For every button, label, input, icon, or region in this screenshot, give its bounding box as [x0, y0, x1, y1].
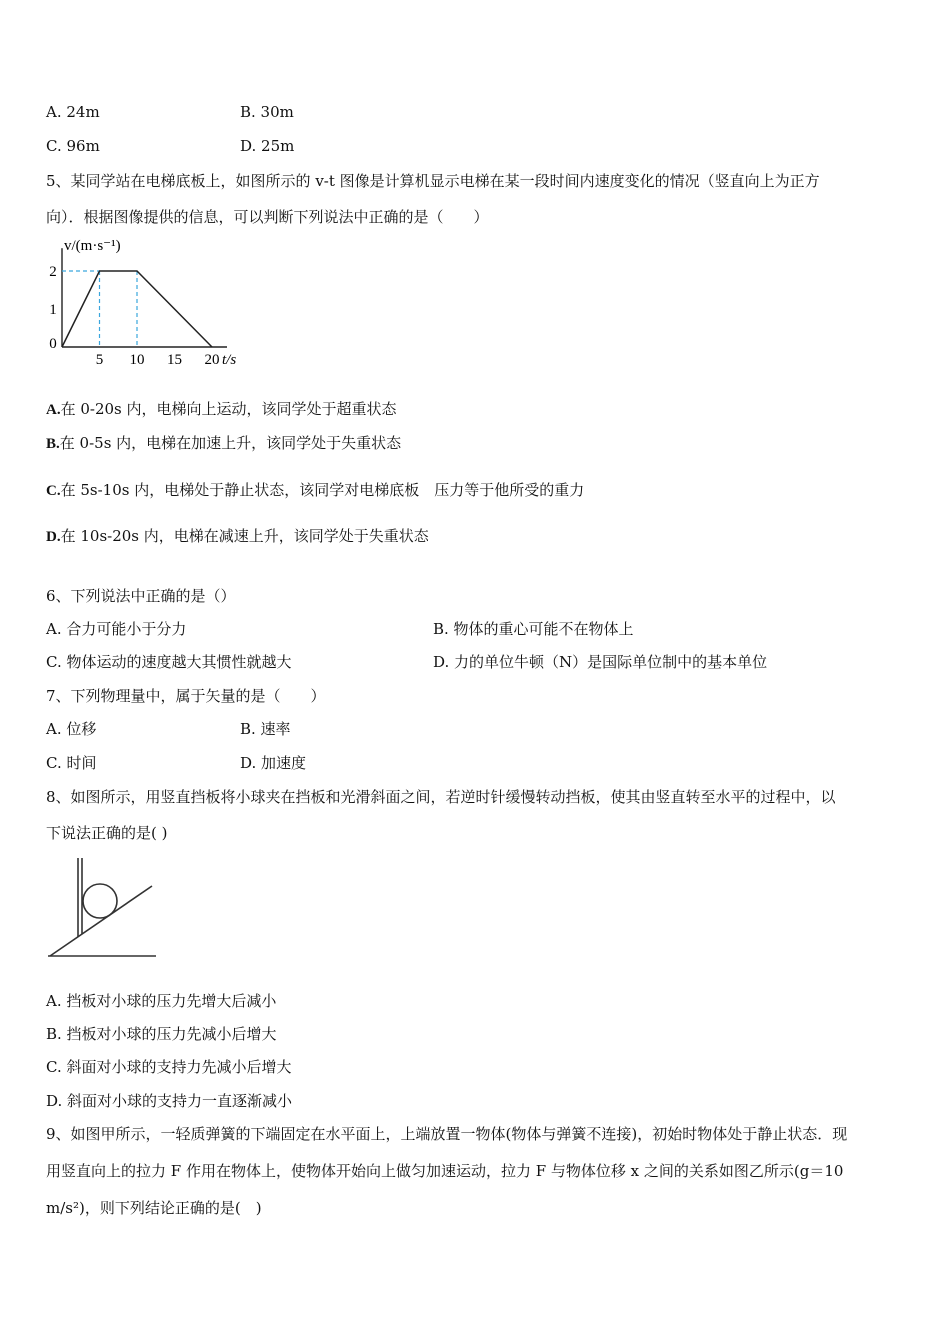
q8-option-b: B. 挡板对小球的压力先减小后增大	[46, 1025, 277, 1043]
q5-option-b-text: 在 0-5s 内，电梯在加速上升，该同学处于失重状态	[59, 434, 402, 452]
q8-stem-line1: 8、如图所示，用竖直挡板将小球夹在挡板和光滑斜面之间，若逆时针缓慢转动挡板，使其由竖直转至水平的过程中，以	[46, 788, 836, 806]
q5-stem-line2: 向）．根据图像提供的信息，可以判断下列说法中正确的是（ ）	[46, 208, 489, 226]
q9-stem-line1: 9、如图甲所示，一轻质弹簧的下端固定在水平面上，上端放置一物体(物体与弹簧不连接)，初始时物体处于静止状态．现	[46, 1125, 848, 1143]
q6-option-d: D. 力的单位牛顿（N）是国际单位制中的基本单位	[433, 653, 768, 671]
q5-option-c	[46, 480, 584, 501]
ball	[83, 884, 117, 918]
q9-stem-line3: m/s²)，则下列结论正确的是( )	[46, 1199, 262, 1217]
q5-option-a-label: A.	[46, 402, 61, 418]
q5-option-d-label: D.	[46, 529, 61, 545]
incline-ball-diagram	[42, 852, 172, 962]
q4-option-a: A. 24m	[46, 103, 100, 121]
q7-stem: 7、下列物理量中，属于矢量的是（ ）	[46, 687, 326, 705]
q8-option-a: A. 挡板对小球的压力先增大后减小	[46, 992, 277, 1010]
y-tick-label-2: 2	[49, 264, 57, 280]
q7-option-c: C. 时间	[46, 754, 97, 772]
q7-option-b: B. 速率	[240, 720, 291, 738]
q5-option-c-label: C.	[46, 483, 61, 499]
q4-option-b: B. 30m	[240, 103, 294, 121]
y-tick-label-1: 1	[49, 302, 57, 318]
incline-slope	[50, 886, 152, 956]
q8-stem-line2: 下说法正确的是( )	[46, 824, 168, 842]
x-axis-label: t/s	[222, 352, 237, 368]
q8-option-d: D. 斜面对小球的支持力一直逐渐减小	[46, 1092, 293, 1110]
y-axis-label: v/(m·s⁻¹)	[64, 238, 121, 254]
q6-option-b: B. 物体的重心可能不在物体上	[433, 620, 634, 638]
x-tick-label-20: 20	[204, 352, 220, 368]
q9-stem-line2: 用竖直向上的拉力 F 作用在物体上，使物体开始向上做匀加速运动，拉力 F 与物体位移 x 之间的关系如图乙所示(g＝10	[46, 1162, 844, 1180]
q5-stem-line1: 5、某同学站在电梯底板上，如图所示的 v-t 图像是计算机显示电梯在某一段时间内速度变化的情况（竖直向上为正方	[46, 172, 820, 190]
q5-option-b-label: B.	[46, 436, 60, 452]
vt-chart	[40, 234, 260, 374]
q5-option-a-text: 在 0-20s 内，电梯向上运动，该同学处于超重状态	[60, 400, 397, 418]
x-tick-label-15: 15	[167, 352, 182, 368]
q4-option-d: D. 25m	[240, 137, 295, 155]
x-tick-label-5: 5	[95, 352, 104, 368]
q5-option-c-text: 在 5s-10s 内，电梯处于静止状态，该同学对电梯底板 压力等于他所受的重力	[60, 481, 585, 499]
q7-option-d: D. 加速度	[240, 754, 307, 772]
q6-stem: 6、下列说法中正确的是（）	[46, 587, 236, 605]
q7-option-a: A. 位移	[46, 720, 97, 738]
x-tick-label-10: 10	[129, 352, 145, 368]
q8-option-c: C. 斜面对小球的支持力先减小后增大	[46, 1058, 292, 1076]
q6-option-a: A. 合力可能小于分力	[46, 620, 187, 638]
q4-option-c: C. 96m	[46, 137, 100, 155]
q5-option-b	[46, 433, 401, 454]
q6-option-c: C. 物体运动的速度越大其惯性就越大	[46, 653, 292, 671]
origin-label: 0	[49, 336, 57, 352]
q5-option-d-text: 在 10s-20s 内，电梯在减速上升，该同学处于失重状态	[60, 527, 429, 545]
q5-option-d	[46, 526, 429, 547]
q5-option-a	[46, 399, 397, 420]
